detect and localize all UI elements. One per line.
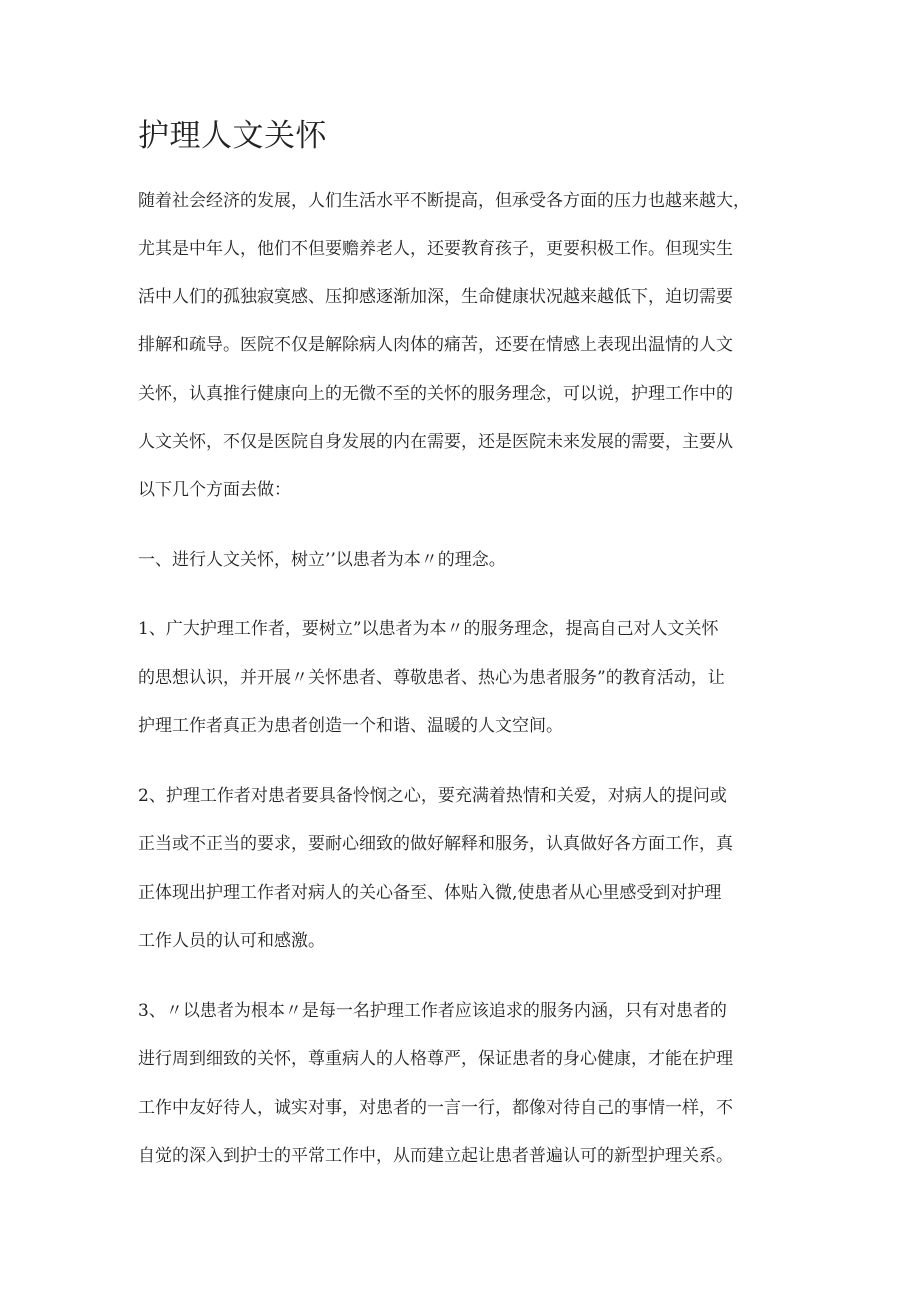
paragraph-line: 尤其是中年人，他们不但要赡养老人，还要教育孩子，更要积极工作。但现实生 <box>138 239 733 259</box>
paragraph-line: 1、广大护理工作者，要树立”以患者为本〃的服务理念，提高自己对人文关怀 <box>138 619 719 639</box>
paragraph-line: 工作中友好待人，诚实对事，对患者的一言一行，都像对待自己的事情一样，不 <box>138 1098 733 1118</box>
paragraph-line: 关怀，认真推行健康向上的无微不至的关怀的服务理念，可以说，护理工作中的 <box>138 384 733 404</box>
paragraph-line: 进行周到细致的关怀，尊重病人的人格尊严，保证患者的身心健康，才能在护理 <box>138 1049 733 1069</box>
paragraph-line: 以下几个方面去做： <box>138 480 291 500</box>
section-heading: 一、进行人文关怀，树立’’以患者为本〃的理念。 <box>138 550 506 570</box>
paragraph-line: 随着社会经济的发展，人们生活水平不断提高，但承受各方面的压力也越来越大， <box>138 191 750 211</box>
paragraph-line: 3、〃以患者为根本〃是每一名护理工作者应该追求的服务内涵，只有对患者的 <box>138 1001 727 1021</box>
paragraph-line: 排解和疏导。医院不仅是解除病人肉体的痛苦，还要在情感上表现出温情的人文 <box>138 335 733 355</box>
paragraph-line: 工作人员的认可和感激。 <box>138 931 325 951</box>
paragraph-line: 护理工作者真正为患者创造一个和谐、温暖的人文空间。 <box>138 716 563 736</box>
paragraph-line: 人文关怀，不仅是医院自身发展的内在需要，还是医院未来发展的需要，主要从 <box>138 432 733 452</box>
paragraph-line: 2、护理工作者对患者要具备怜悯之心，要充满着热情和关爱，对病人的提问或 <box>138 786 727 806</box>
document-title: 护理人文关怀 <box>138 118 327 154</box>
paragraph-line: 活中人们的孤独寂寞感、压抑感逐渐加深，生命健康状况越来越低下，迫切需要 <box>138 287 733 307</box>
paragraph-line: 自觉的深入到护士的平常工作中，从而建立起让患者普遍认可的新型护理关系。 <box>138 1146 733 1166</box>
paragraph-line: 的思想认识，并开展〃关怀患者、尊敬患者、热心为患者服务”的教育活动，让 <box>138 668 725 688</box>
paragraph-line: 正体现出护理工作者对病人的关心备至、体贴入微,使患者从心里感受到对护理 <box>138 883 722 903</box>
paragraph-line: 正当或不正当的要求，要耐心细致的做好解释和服务，认真做好各方面工作，真 <box>138 834 733 854</box>
